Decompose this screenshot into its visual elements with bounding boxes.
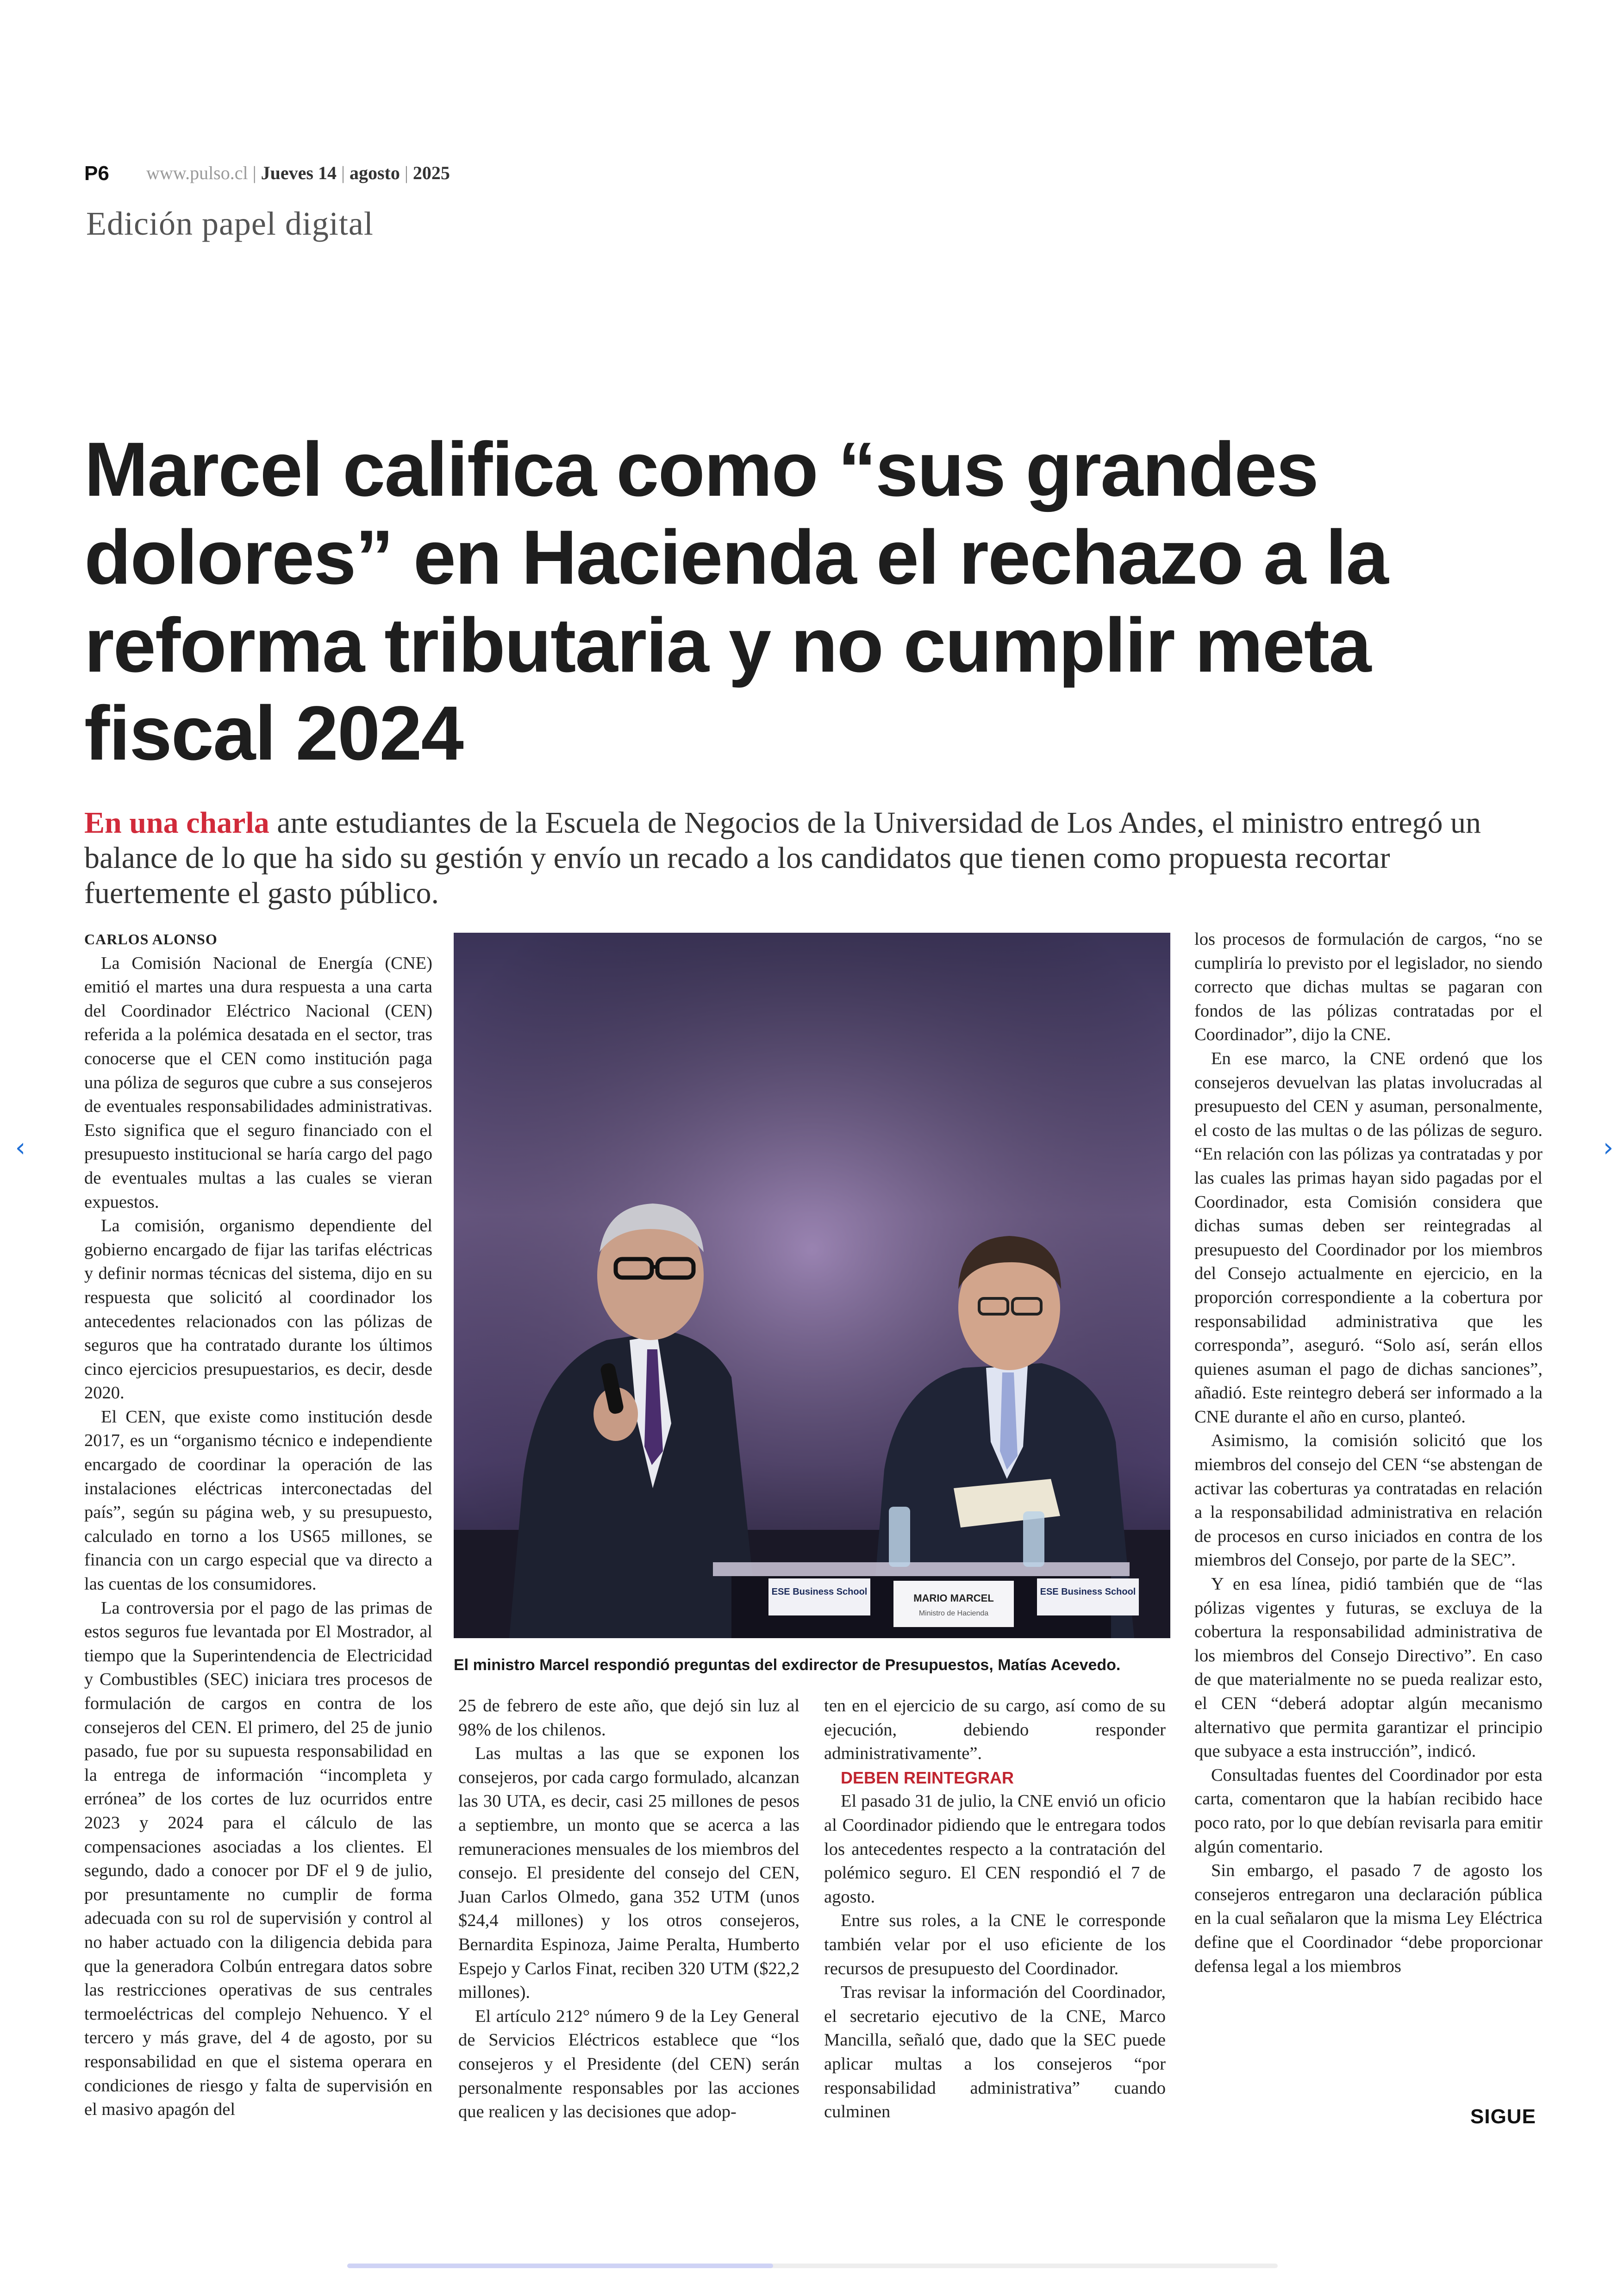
paragraph: En ese marco, la CNE ordenó que los consejeros devuelvan las platas involucradas al presupuesto del CEN y asuman, personalmente, el costo de las multas o de las pólizas de seguro. “En relación con las pólizas ya contratadas y por las cuales las primas hayan sido pagadas por el Coordinador, esta Comisión considera que dichas sumas deben ser reintegradas al presupuesto del Coordinador por los miembros del Consejo actualmente en ejercicio, en la proporción correspondiente a la cobertura por responsabilidad administrativa que les corresponda”, aseguró. “Solo así, serán ellos quienes asuman el pago de dichas sanciones”, añadió. Este reintegro deberá ser informado a la CNE durante el año en curso, planteó. [1194, 1048, 1543, 1427]
next-page-chevron-icon[interactable]: › [1603, 1133, 1614, 1163]
article-lead [84, 805, 1543, 911]
paragraph: Consultadas fuentes del Coordinador por esta carta, comentaron que la habían recibido hace poco rato, por lo que debían revisarla para emitir algún comentario. [1194, 1765, 1543, 1857]
header-year: 2025 [412, 162, 450, 183]
article-column-2 [458, 1694, 800, 2139]
placard-name: MARIO MARCEL [913, 1592, 994, 1604]
article-headline: Marcel califica como “sus grandes dolores” en Hacienda el rechazo a la reforma tributaria y no cumplir meta fiscal 2024 [84, 427, 1388, 776]
article-column-3 [824, 1694, 1166, 2139]
header-dateline [146, 162, 450, 184]
continue-label: SIGUE [1470, 2105, 1536, 2128]
paragraph: La Comisión Nacional de Energía (CNE) emitió el martes una dura respuesta a una carta del Coordinador Eléctrico Nacional (CEN) referida a la polémica desatada en el sector, tras conocerse que el CEN como institución paga una póliza de seguros que cubre a sus consejeros de eventuales responsabilidades administrativas. Esto significa que el seguro financiado con el presupuesto institucional se haría cargo del pago de eventuales multas a las cuales se vieran expuestos. [84, 953, 432, 1212]
paragraph: Tras revisar la información del Coordinador, el secretario ejecutivo de la CNE, Marco Mancilla, señaló que, dado que la SEC puede aplicar multas a los consejeros “por responsabilidad administrativa” cuando culminen [824, 1983, 1166, 2122]
byline: CARLOS ALONSO [84, 931, 218, 948]
article-photo [454, 933, 1170, 1638]
photo-caption: El ministro Marcel respondió preguntas del exdirector de Presupuestos, Matías Acevedo. [454, 1656, 1121, 1674]
paragraph: La comisión, organismo dependiente del gobierno encargado de fijar las tarifas eléctricas y definir normas técnicas del sistema, dijo en su respuesta que solicitó al coordinador los antecedentes relacionados con las pólizas de seguros que ha contratado durante los últimos cinco ejercicios presupuestarios, es decir, desde 2020. [84, 1216, 432, 1403]
placard-role: Ministro de Hacienda [918, 1609, 989, 1617]
page-folio: P6 [84, 162, 109, 185]
paragraph: El artículo 212° número 9 de la Ley General de Servicios Eléctricos establece que “los consejeros y el Presidente (del CEN) serán personalmente responsables por las acciones que realicen y las decisiones que adop- [458, 2006, 800, 2122]
paragraph: 25 de febrero de este año, que dejó sin luz al 98% de los chilenos. [458, 1696, 800, 1740]
paragraph: El pasado 31 de julio, la CNE envió un oficio al Coordinador pidiendo que le entregara todos los antecedentes respecto a la contratación del polémico seguro. El CEN respondió el 7 de agosto. [824, 1791, 1166, 1907]
paragraph: Asimismo, la comisión solicitó que los miembros del consejo del CEN “se abstengan de activar las coberturas ya contratadas en relación a la responsabilidad administrativa en relación de procesos en curso iniciados en contra de los miembros del Consejo, por parte de la SEC”. [1194, 1431, 1543, 1570]
previous-page-chevron-icon[interactable]: ‹ [15, 1133, 26, 1163]
paragraph: Entre sus roles, a la CNE le corresponde también velar por el uso eficiente de los recursos de presupuesto del Coordinador. [824, 1911, 1166, 1978]
placard-school-text: ESE Business School [1040, 1587, 1136, 1597]
lead-text: ante estudiantes de la Escuela de Negocios de la Universidad de Los Andes, el ministro entregó un balance de lo que ha sido su gestión y envío un recado a los candidatos que tienen como propuesta recortar fuertemente el gasto público. [84, 806, 1481, 910]
header-day: Jueves 14 [261, 162, 337, 183]
paragraph: Y en esa línea, pidió también que de “las pólizas vigentes y futuras, se excluya de la cobertura la responsabilidad administrativa de los miembros del Consejo Directivo”. En caso de que materialmente no se pueda realizar esto, el CEN “deberá adoptar algún mecanismo alternativo que permita garantizar el principio que subyace a esta instrucción”, indicó. [1194, 1574, 1543, 1761]
paragraph: El CEN, que existe como institución desde 2017, es un “organismo técnico e independiente encargado de coordinar la operación de las instalaciones eléctricas interconectadas del país”, según su página web, y su presupuesto, calculado en torno a los US65 millones, se financia con un cargo especial que va directo a las cuentas de los consumidores. [84, 1407, 432, 1594]
paragraph: ten en el ejercicio de su cargo, así como de su ejecución, debiendo responder administrativamente”. [824, 1696, 1166, 1764]
subheading: DEBEN REINTEGRAR [841, 1768, 1014, 1787]
placard-right-text: ESE Business School [771, 1587, 868, 1597]
header-separator: | [341, 162, 345, 183]
paragraph: Las multas a las que se exponen los consejeros, por cada cargo formulado, alcanzan las 30 UTA, es decir, casi 25 millones de pesos a septiembre, un monto que se acerca a las remuneraciones mensuales de los miembros del consejo. El presidente del consejo del CEN, Juan Carlos Olmedo, gana 352 UTM (unos $24,4 millones) y los otros consejeros, Bernardita Espinoza, Jaime Peralta, Humberto Espejo y Carlos Finat, reciben 320 UTM ($22,2 millones). [458, 1744, 800, 2002]
paragraph: Sin embargo, el pasado 7 de agosto los consejeros entregaron una declaración pública en la cual señalaron que la misma Ley Eléctrica define que el Coordinador “debe proporcionar defensa legal a los miembros [1194, 1861, 1543, 1976]
header-separator: | [404, 162, 408, 183]
scrollbar-thumb[interactable] [347, 2264, 773, 2268]
paragraph: La controversia por el pago de las primas de estos seguros fue levantada por El Mostrador, al tiempo que la Superintendencia de Electricidad y Combustibles (SEC) iniciara tres procesos de formulación de cargos en contra de los consejeros del CEN. El primero, del 25 de junio pasado, fue por su supuesta responsabilidad en la entrega de información “incompleta y errónea” de los cortes de luz ocurridos entre 2023 y 2024 para el cálculo de las compensaciones asociadas a los clientes. El segundo, dado a conocer por DF el 9 de julio, por presuntamente no cumplir de forma adecuada con su rol de supervisión y control al no haber actuado con la diligencia debida para que la generadora Colbún entregara datos sobre las restricciones operativas de sus centrales termoeléctricas del complejo Nehuenco. Y el tercero y más grave, del 4 de agosto, por su responsabilidad en que el sistema operara en condiciones de riesgo y falta de supervisión en el masivo apagón del [84, 1598, 432, 2120]
paragraph: los procesos de formulación de cargos, “no se cumpliría lo previsto por el legislador, no siendo correcto que dichas multas se pagaran con fondos de las pólizas contratadas por el Coordinador”, dijo la CNE. [1194, 929, 1543, 1045]
site-url: www.pulso.cl [146, 162, 248, 183]
article-column-4 [1194, 928, 1543, 2113]
lead-kicker: En una charla [84, 806, 269, 840]
photo-illustration [454, 933, 1170, 1638]
header-month: agosto [349, 162, 400, 183]
edition-label: Edición papel digital [86, 205, 374, 242]
article-column-1 [84, 928, 432, 2140]
header-separator: | [252, 162, 256, 183]
